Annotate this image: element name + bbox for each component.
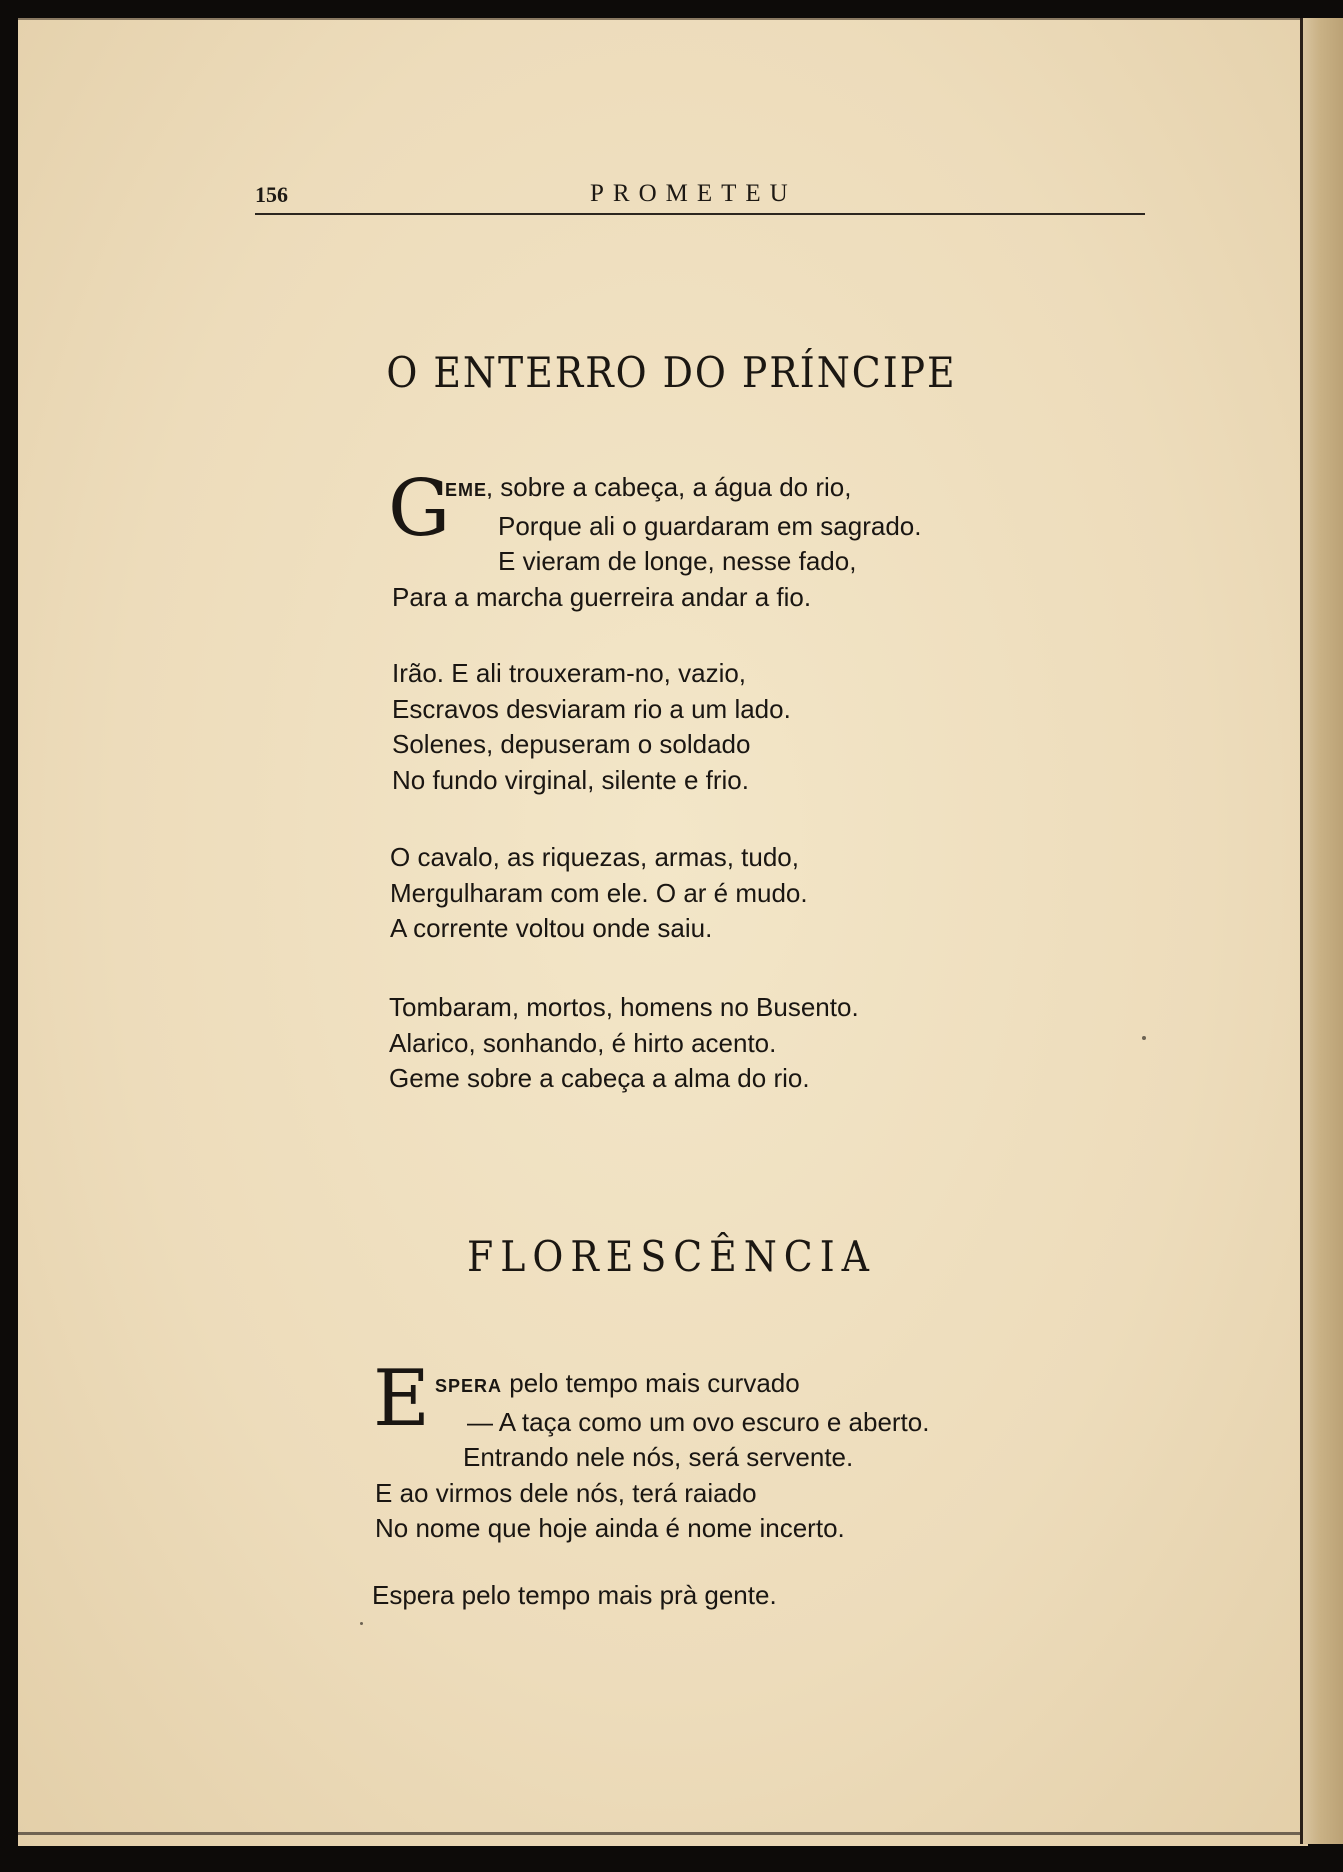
verse-line: Alarico, sonhando, é hirto acento. [389,1027,777,1058]
verse-line: Solenes, depuseram o soldado [392,729,751,759]
verse-line: E ao virmos dele nós, terá raiado [375,1477,757,1508]
drop-cap-word: SPERA [435,1376,503,1396]
stanza [375,1366,929,1547]
verse-line [392,470,921,509]
header-rule [255,213,1145,215]
book-spine-edge [1300,18,1343,1844]
stanza [389,990,859,1097]
verse-line: No nome que hoje ainda é nome incerto. [375,1513,845,1543]
drop-cap: E [373,1354,430,1444]
verse-line: Porque ali o guardaram em sagrado. [498,510,922,541]
verse-line: Geme sobre a cabeça a alma do rio. [389,1063,810,1093]
verse-text: pelo tempo mais curvado [502,1368,800,1398]
page-number: 156 [255,182,288,207]
poem-title: FLORESCÊNCIA [467,1232,876,1281]
poem-title: O ENTERRO DO PRÍNCIPE [386,348,957,397]
verse-line [375,1366,929,1405]
paper-speck [1142,1036,1146,1040]
verse-line: E vieram de longe, nesse fado, [498,546,857,576]
drop-cap-word: EME, [445,480,494,500]
verse-line: O cavalo, as riquezas, armas, tudo, [390,842,799,872]
verse-line: Para a marcha guerreira andar a fio. [392,581,812,612]
drop-cap: G [388,464,451,554]
stanza [372,1578,777,1614]
verse-line: — A taça como um ovo escuro e aberto. [467,1406,930,1437]
verse-text: sobre a cabeça, a água do rio, [493,472,852,502]
verse-line: Irão. E ali trouxeram-no, vazio, [392,658,747,688]
verse-line: Entrando nele nós, será servente. [463,1442,854,1472]
verse-line: No fundo virginal, silente e frio. [392,764,749,795]
verse-line: A corrente voltou onde saiu. [390,913,713,943]
verse-line: Espera pelo tempo mais prà gente. [372,1580,777,1610]
stanza [390,840,808,947]
verse-line: Tombaram, mortos, homens no Busento. [389,992,859,1022]
stanza [392,470,921,615]
running-title: PROMETEU [590,180,797,207]
page-bottom-edge [18,1832,1300,1835]
stanza [392,656,791,798]
verse-line: Escravos desviaram rio a um lado. [392,693,791,724]
verse-line: Mergulharam com ele. O ar é mudo. [390,877,808,908]
paper-speck [360,1622,363,1625]
